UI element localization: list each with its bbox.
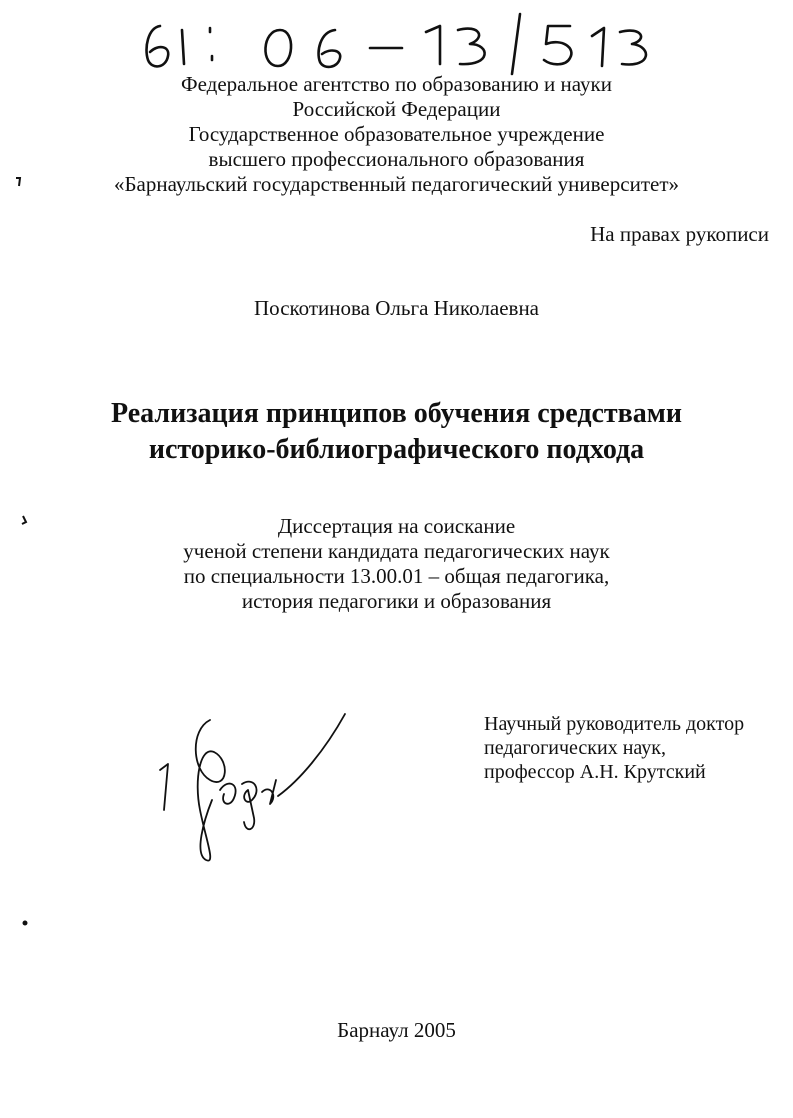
rights-note: На правах рукописи (590, 222, 769, 246)
dissertation-line-3: по специальности 13.00.01 – общая педагогика, (183, 564, 610, 588)
advisor-line-1: Научный руководитель доктор (484, 713, 745, 735)
author-name: Поскотинова Ольга Николаевна (254, 296, 539, 320)
header-line-2: Российской Федерации (292, 97, 501, 121)
scan-speck (20, 514, 30, 526)
header-line-4: высшего профессионального образования (208, 147, 585, 171)
scan-speck (20, 918, 30, 928)
city-year: Барнаул 2005 (337, 1018, 456, 1042)
title-line-2: историко-библиографического подхода (148, 434, 645, 465)
handwritten-archive-code (130, 8, 670, 78)
advisor-line-2: педагогических наук, (484, 737, 666, 759)
dissertation-line-1: Диссертация на соискание (277, 514, 516, 538)
handwritten-signature (150, 700, 360, 870)
dissertation-line-4: история педагогики и образования (241, 589, 552, 613)
dissertation-line-2: ученой степени кандидата педагогических наук (183, 539, 610, 563)
scan-speck (14, 176, 24, 188)
header-line-1: Федеральное агентство по образованию и науки (181, 72, 612, 96)
header-line-3: Государственное образовательное учреждение (188, 122, 605, 146)
advisor-line-3: профессор А.Н. Крутский (484, 761, 706, 783)
title-line-1: Реализация принципов обучения средствами (110, 398, 682, 429)
header-line-5: «Барнаульский государственный педагогический университет» (114, 172, 679, 196)
